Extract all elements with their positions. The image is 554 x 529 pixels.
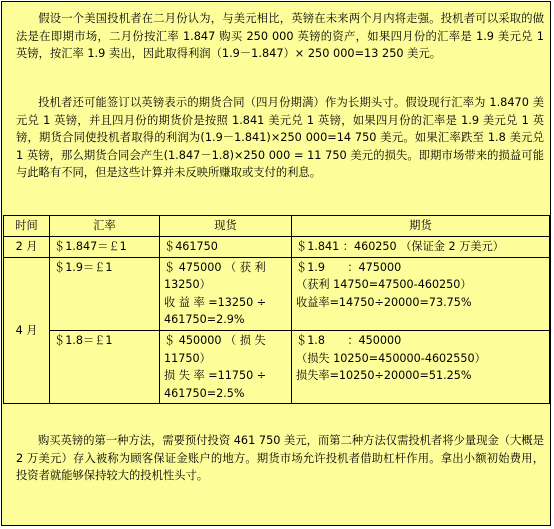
cell-spot	[160, 257, 292, 330]
header-spot: 现货	[160, 216, 292, 237]
cell-time: 4 月	[4, 257, 50, 404]
cell-rate: ＄1.8＝￡1	[50, 330, 160, 403]
cell-futures	[292, 330, 550, 403]
futures-line: ＄1.9 ：475000	[296, 260, 402, 274]
paragraph-futures-contract	[16, 94, 544, 182]
paragraph-leverage	[16, 432, 544, 485]
cell-spot	[160, 330, 292, 403]
paragraph-text: 购买英镑的第一种方法，需要预付投资 461 750 美元，而第二种方法仅需投机者将少量现金（大概是 2 万美元）存入被称为顾客保证金账户的地方。期货市场允许投机者借助杠杆作用。拿出小额初始费用，投资者就能够保持较大的投机性头寸。	[16, 434, 544, 483]
spot-line: 损 失 率 =11750 ÷	[164, 369, 267, 383]
cell-spot: ＄461750	[160, 236, 292, 257]
header-rate: 汇率	[50, 216, 160, 237]
spot-line: 461750=2.5%	[164, 386, 245, 400]
futures-line: （损失 10250=450000-4602550）	[296, 351, 486, 365]
spot-line: 11750）	[164, 351, 211, 365]
spot-line: ＄ 475000 （ 获 利	[164, 260, 266, 274]
paragraph-spot-market	[16, 10, 544, 63]
cell-time: 2 月	[4, 236, 50, 257]
table-row-april-down	[4, 330, 550, 403]
futures-line: ＄1.8 ：450000	[296, 333, 402, 347]
spot-line: 收 益 率 =13250 ÷	[164, 295, 267, 309]
futures-line: 收益率=14750÷20000=73.75%	[296, 295, 472, 309]
cell-futures	[292, 257, 550, 330]
spot-line: 461750=2.9%	[164, 313, 245, 327]
document-frame	[1, 1, 551, 526]
table-header-row	[4, 216, 550, 237]
spot-line: ＄ 450000 （ 损 失	[164, 333, 266, 347]
comparison-table	[3, 215, 550, 404]
table-row-april-up	[4, 257, 550, 330]
paragraph-text: 投机者还可能签订以英镑表示的期货合同（四月份期满）作为长期头寸。假设现行汇率为 1.8470 美元兑 1 英镑，并且四月份的期货价是按照 1.841 美元兑 1 英镑，如果四月份的汇率是 1.9 美元兑 1 英镑，期货合同使投机者取得的利润为(1.9－1.841)×250 000=14 750 美元。如果汇率跌至 1.8 美元兑 1 英镑，那么期货合同会产生(1.847－1.8)×250 000 = 11 750 美元的损失。即期市场带来的损益可能与此略有不同，但是这些计算并未反映所赚取或支付的利息。	[16, 96, 544, 180]
cell-futures: ＄1.841 ：460250 （保证金 2 万美元）	[292, 236, 550, 257]
futures-line: （获利 14750=47500-460250）	[296, 278, 472, 292]
cell-rate: ＄1.847＝￡1	[50, 236, 160, 257]
table-row-february	[4, 236, 550, 257]
paragraph-text: 假设一个美国投机者在二月份认为，与美元相比，英镑在未来两个月内将走强。投机者可以采取的做法是在即期市场，二月份按汇率 1.847 购买 250 000 英镑的资产，如果四月份的汇率是 1.9 美元兑 1 英镑，按汇率 1.9 卖出，因此取得利润（1.9－1.847）× 250 000=13 250 美元。	[16, 12, 544, 61]
header-time: 时间	[4, 216, 50, 237]
cell-rate: ＄1.9＝￡1	[50, 257, 160, 330]
header-futures: 期货	[292, 216, 550, 237]
spot-line: 13250）	[164, 278, 211, 292]
futures-line: 损失率=10250÷20000=51.25%	[296, 369, 472, 383]
